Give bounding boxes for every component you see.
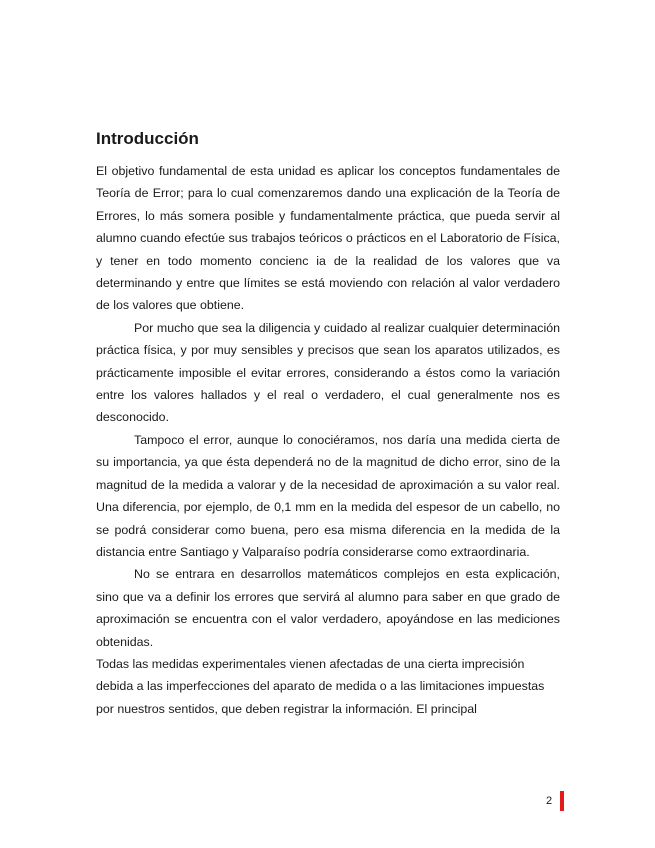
paragraph-4: No se entrara en desarrollos matemáticos complejos en esta explicación, sino que va a definir los errores que servirá al alumno para saber en que grado de aproximación se encuentra con el valor verdadero, apoyándose en las mediciones obtenidas. xyxy=(96,567,560,649)
paragraph-3: Tampoco el error, aunque lo conociéramos, nos daría una medida cierta de su importancia, ya que ésta dependerá no de la magnitud de dicho error, sino de la magnitud de la medida a valorar y de la necesidad de aproximación a su valor real. Una diferencia, por ejemplo, de 0,1 mm en la medida del espesor de un cabello, no se podrá considerar como buena, pero esa misma diferencia en la medida de la distancia entre Santiago y Valparaíso podría considerarse como extraordinaria. xyxy=(96,432,560,559)
paragraph-5: Todas las medidas experimentales vienen afectadas de una cierta imprecisión debida a las imperfecciones del aparato de medida o a las limitaciones impuestas por nuestros sentidos, que deben registrar la información. El principal xyxy=(96,656,545,716)
section-title: Introducción xyxy=(96,129,199,148)
page-footer xyxy=(546,792,564,810)
document-body xyxy=(96,128,560,720)
paragraph-2: Por mucho que sea la diligencia y cuidado al realizar cualquier determinación práctica física, y por muy sensibles y precisos que sean los aparatos utilizados, es prácticamente imposible el evitar errores, considerando a éstos como la variación entre los valores hallados y el real o verdadero, el cual generalmente nos es desconocido. xyxy=(96,320,560,425)
paragraph-1: El objetivo fundamental de esta unidad es aplicar los conceptos fundamentales de Teoría de Error; para lo cual comenzaremos dando una explicación de la Teoría de Errores, lo más somera posible y fundamentalmente práctica, que pueda servir al alumno cuando efectúe sus trabajos teóricos o prácticos en el Laboratorio de Física, y tener en todo momento concienc ia de la realidad de los valores que va determinando y entre que límites se está moviendo con relación al valor verdadero de los valores que obtiene. xyxy=(96,164,560,313)
page-accent-bar xyxy=(560,791,564,811)
page-number: 2 xyxy=(546,795,553,807)
